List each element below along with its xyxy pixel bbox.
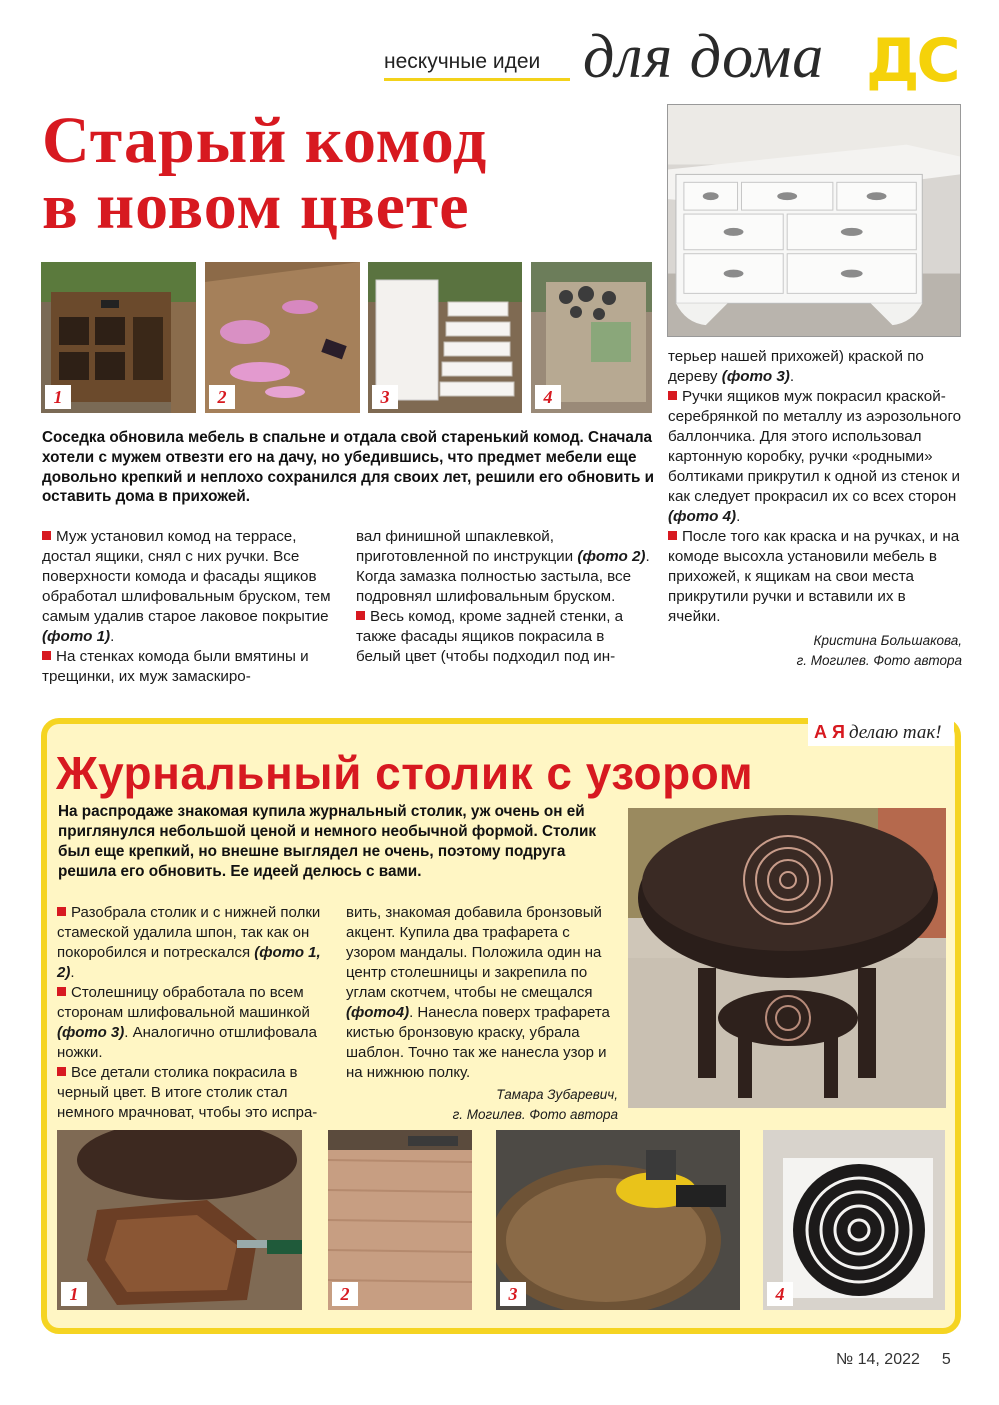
paragraph-text: Разобрала столик и с нижней полки стамеской удалила шпон, так как он покоробился и потрескался xyxy=(57,904,321,961)
paragraph-text: После того как краска и на ручках, и на комоде высохла установили мебель в прихожей, к ящикам на свои места прикрутили ручки и вставили их в ячейки. xyxy=(668,528,960,625)
photo-number: 3 xyxy=(500,1282,526,1306)
photo-number: 3 xyxy=(372,385,398,409)
article1-paragraph xyxy=(668,347,962,387)
article1-paragraph xyxy=(668,527,962,627)
article2-paragraph xyxy=(57,983,327,1063)
bullet-square-icon xyxy=(57,987,66,996)
bullet-square-icon xyxy=(57,907,66,916)
article1-column-1 xyxy=(42,527,337,687)
paragraph-text: . Аналогично отшлифовала ножки. xyxy=(57,1024,317,1061)
photo-reference: (фото 3) xyxy=(721,368,790,385)
paragraph-text: . Нанесла поверх трафарета кистью бронзовую краску, убрала шаблон. Точно так же нанесла узор и на нижнюю полку. xyxy=(346,1004,610,1081)
article1-photo-3 xyxy=(368,262,522,413)
article1-title-line1: Старый комод xyxy=(42,104,488,177)
article1-paragraph xyxy=(42,527,337,647)
section-kicker: нескучные идеи xyxy=(384,50,541,73)
article1-paragraph xyxy=(42,647,337,687)
tag-accent: А Я xyxy=(814,722,845,742)
photo-reference: (фото 1, 2) xyxy=(57,944,321,981)
bullet-square-icon xyxy=(42,651,51,660)
photo-reference: (фото 3) xyxy=(57,1024,125,1041)
article2-photo-4 xyxy=(763,1130,945,1310)
bullet-square-icon xyxy=(57,1067,66,1076)
page-number: 5 xyxy=(941,1351,951,1368)
article1-photo-2 xyxy=(205,262,360,413)
photo-number: 1 xyxy=(45,385,71,409)
article2-column-1 xyxy=(57,903,327,1123)
article1-photo-1 xyxy=(41,262,196,413)
article2-lead: На распродаже знакомая купила журнальный столик, уж очень он ей приглянулся небольшой ценой и немного необычной формой. Столик был еще крепкий, но внешне выглядел не очень, поэтому подруга решила его обновить. Ее идеей делюсь с вами. xyxy=(58,803,597,880)
kicker-underline xyxy=(384,78,570,81)
article1-photo-4 xyxy=(531,262,652,413)
issue-number: № 14, 2022 xyxy=(836,1351,920,1368)
paragraph-text: Ручки ящиков муж покрасил краской-серебрянкой по металлу из аэрозольного баллончика. Для этого использовал картонную коробку, ручки «родными» болтиками прикрутил к одной из стенок и как следует прокрасил их со всех сторон xyxy=(668,388,962,505)
article1-column-3 xyxy=(668,347,962,671)
photo-reference: (фото 2) xyxy=(577,548,646,565)
paragraph-text: Муж установил комод на террасе, достал ящики, снял с них ручки. Все поверхности комода и фасады ящиков обработал шлифовальным бруском, тем самым удалив старое лаковое покрытие xyxy=(42,528,331,625)
article1-paragraph xyxy=(356,527,650,607)
paragraph-text: Столешницу обработала по всем сторонам шлифовальной машинкой xyxy=(57,984,310,1021)
bullet-square-icon xyxy=(668,391,677,400)
article2-photo-1 xyxy=(57,1130,302,1310)
article1-title xyxy=(42,104,662,243)
article1-paragraph xyxy=(668,387,962,527)
article2-photo-2 xyxy=(328,1130,472,1310)
article2-title: Журнальный столик с узором xyxy=(56,747,754,799)
paragraph-text: . xyxy=(736,508,741,525)
article2-column-2 xyxy=(346,903,618,1125)
author-name: Тамара Зубаревич, xyxy=(496,1087,618,1102)
bullet-square-icon xyxy=(356,611,365,620)
section-title: для дома xyxy=(583,23,825,91)
article2-paragraph xyxy=(346,903,618,1083)
section-tag xyxy=(808,718,954,746)
paragraph-text: . Когда замазка полностью застыла, все подровнял шлифовальным бруском. xyxy=(356,548,650,605)
paragraph-text: . xyxy=(110,628,115,645)
coffee-table-photo xyxy=(628,808,946,1108)
author-name: Кристина Большакова, xyxy=(813,633,962,648)
photo-number: 2 xyxy=(209,385,235,409)
photo-number: 4 xyxy=(767,1282,793,1306)
tag-text: делаю так! xyxy=(848,722,942,743)
paragraph-text: . xyxy=(789,368,795,385)
paragraph-text: На стенках комода были вмятины и трещинки, их муж замаскиро- xyxy=(42,648,309,685)
photo-reference: (фото 1) xyxy=(42,628,111,645)
photo-number: 2 xyxy=(332,1282,358,1306)
author-city: г. Могилев. Фото автора xyxy=(452,1107,618,1122)
paragraph-text: Весь комод, кроме задней стенки, а также фасады ящиков покрасила в белый цвет (чтобы подходил под ин- xyxy=(356,608,624,665)
paragraph-text: вал финишной шпаклевкой, приготовленной по инструкции xyxy=(356,528,574,565)
paragraph-text: . xyxy=(70,964,75,981)
magazine-logo: ДС xyxy=(866,26,958,96)
bullet-square-icon xyxy=(42,531,51,540)
photo-reference: (фото4) xyxy=(346,1004,410,1021)
paragraph-text: терьер нашей прихожей) краской по дереву xyxy=(668,348,924,385)
white-dresser-photo xyxy=(667,104,961,337)
article1-author xyxy=(668,631,962,671)
paragraph-text: Все детали столика покрасила в черный цвет. В итоге столик стал немного мрачноват, чтобы это испра- xyxy=(57,1064,318,1121)
article2-photo-3 xyxy=(496,1130,740,1310)
photo-reference: (фото 4) xyxy=(668,508,737,525)
article1-title-line2: в новом цвете xyxy=(42,170,470,243)
bullet-square-icon xyxy=(668,531,677,540)
paragraph-text: вить, знакомая добавила бронзовый акцент. Купила два трафарета с узором мандалы. Положила один на центр столешницы и закрепила по углам скотчем, чтобы не смещался xyxy=(346,904,602,1001)
page-footer xyxy=(836,1351,951,1369)
article2-paragraph xyxy=(57,1063,327,1123)
article2-paragraph xyxy=(57,903,327,983)
article2-author xyxy=(346,1085,618,1125)
article1-lead: Соседка обновила мебель в спальне и отдала свой старенький комод. Сначала хотели с мужем отвезти его на дачу, но убедившись, что предмет мебели еще довольно крепкий и неплохо сохранился для своих лет, решили его обновить и оставить дома в прихожей. xyxy=(42,429,655,506)
article1-column-2 xyxy=(356,527,650,667)
article1-paragraph xyxy=(356,607,650,667)
photo-number: 1 xyxy=(61,1282,87,1306)
author-city: г. Могилев. Фото автора xyxy=(796,653,962,668)
photo-number: 4 xyxy=(535,385,561,409)
